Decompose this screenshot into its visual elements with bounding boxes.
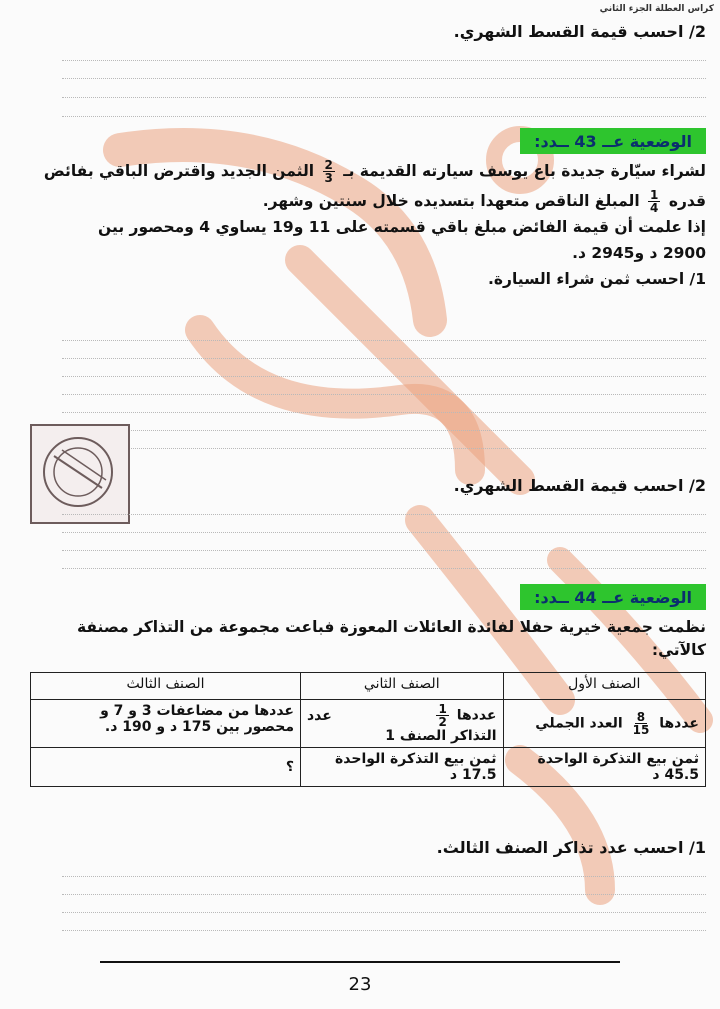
text-segment: عدد bbox=[307, 707, 332, 724]
cell-line: 45.5 د bbox=[652, 767, 699, 783]
question-2-top: 2/ احسب قيمة القسط الشهري. bbox=[453, 22, 706, 41]
text-segment: عددها bbox=[456, 707, 497, 724]
question-2: 2/ احسب قيمة القسط الشهري. bbox=[453, 476, 706, 495]
situation-43-line-4: 2900 د و2945 د. bbox=[572, 244, 706, 262]
situation-44-text bbox=[14, 614, 706, 660]
answer-line bbox=[62, 60, 706, 61]
cell-line: 17.5 د bbox=[449, 767, 497, 783]
answer-line bbox=[62, 376, 706, 377]
cell-line: ثمن بيع التذكرة الواحدة bbox=[335, 751, 497, 767]
situation-43-line-3: إذا علمت أن قيمة الفائض مبلغ باقي قسمته على 11 و19 يساوي 4 ومحصور بين bbox=[98, 218, 706, 236]
book-title: كراس العطلة الجزء الثاني bbox=[599, 4, 714, 14]
situation-43-line-1 bbox=[14, 158, 706, 184]
tickets-table bbox=[30, 672, 706, 787]
fraction-denominator: 3 bbox=[324, 171, 333, 185]
fraction-denominator: 15 bbox=[632, 723, 650, 737]
cell-line: التذاكر الصنف 1 bbox=[385, 728, 497, 744]
fraction-one-half bbox=[436, 703, 448, 728]
answer-line bbox=[62, 894, 706, 895]
fraction-denominator: 2 bbox=[438, 715, 447, 729]
answer-line bbox=[62, 358, 706, 359]
fraction-numerator: 1 bbox=[650, 188, 659, 202]
situation-44-label: الوضعية عــ 44 ــدد: bbox=[520, 584, 706, 610]
text-segment: الثمن الجديد واقترض الباقي بفائض bbox=[43, 162, 315, 180]
question-1: 1/ احسب عدد تذاكر الصنف الثالث. bbox=[436, 838, 706, 857]
cell-line bbox=[307, 703, 497, 728]
answer-line bbox=[62, 78, 706, 79]
table-cell bbox=[301, 700, 504, 748]
answer-line bbox=[62, 514, 706, 515]
cell-line: عددها من مضاعفات 3 و 7 و bbox=[100, 703, 294, 719]
situation-43-text bbox=[14, 158, 706, 292]
fraction-numerator: 2 bbox=[324, 158, 333, 172]
answer-line bbox=[62, 532, 706, 533]
table-cell bbox=[301, 748, 504, 787]
situation-44-line-2: كالآتي: bbox=[651, 641, 706, 659]
table-row bbox=[31, 700, 706, 748]
answer-line bbox=[62, 430, 706, 431]
situation-43-label: الوضعية عــ 43 ــدد: bbox=[520, 128, 706, 154]
fraction-numerator: 8 bbox=[636, 710, 646, 724]
text-segment: لشراء سيّارة جديدة باع يوسف سيارته القديمة بـ bbox=[343, 162, 706, 180]
table-cell bbox=[31, 700, 301, 748]
cell-line: محصور بين 175 د و 190 د. bbox=[104, 719, 294, 735]
situation-43-line-2 bbox=[14, 188, 706, 214]
answer-line bbox=[62, 394, 706, 395]
cell-line: ؟ bbox=[285, 759, 294, 775]
table-header-row bbox=[31, 673, 706, 700]
answer-line bbox=[62, 930, 706, 931]
answer-line bbox=[62, 412, 706, 413]
text-segment: قدره bbox=[668, 192, 706, 210]
table-row bbox=[31, 748, 706, 787]
fraction-eight-fifteenths bbox=[631, 711, 652, 736]
table-header-cell: الصنف الأول bbox=[503, 673, 706, 700]
fraction-numerator: 1 bbox=[438, 702, 447, 716]
table-cell bbox=[503, 748, 706, 787]
answer-line bbox=[62, 912, 706, 913]
answer-line bbox=[62, 97, 706, 98]
cell-line: ثمن بيع التذكرة الواحدة bbox=[537, 751, 699, 767]
answer-line bbox=[62, 550, 706, 551]
fraction-denominator: 4 bbox=[650, 201, 659, 215]
table-header-cell: الصنف الثالث bbox=[31, 673, 301, 700]
text-segment: العدد الجملي bbox=[535, 715, 623, 732]
answer-line bbox=[62, 448, 706, 449]
answer-line bbox=[62, 876, 706, 877]
stamp-seal bbox=[30, 424, 130, 524]
question-1: 1/ احسب ثمن شراء السيارة. bbox=[487, 270, 706, 288]
text-segment: المبلغ الناقص متعهدا بتسديده خلال سنتين وشهر. bbox=[262, 192, 640, 210]
fraction-two-thirds bbox=[323, 159, 335, 184]
fraction-one-quarter bbox=[648, 189, 660, 214]
footer-divider bbox=[100, 961, 620, 963]
answer-line bbox=[62, 340, 706, 341]
table-cell bbox=[31, 748, 301, 787]
page-number: 23 bbox=[348, 974, 372, 995]
situation-44-line-1: نظمت جمعية خيرية حفلا لفائدة العائلات المعوزة فباعت مجموعة من التذاكر مصنفة bbox=[76, 618, 706, 636]
answer-line bbox=[62, 116, 706, 117]
text-segment: عددها bbox=[659, 715, 699, 732]
table-cell bbox=[503, 700, 706, 748]
answer-line bbox=[62, 568, 706, 569]
table-header-cell: الصنف الثاني bbox=[301, 673, 504, 700]
